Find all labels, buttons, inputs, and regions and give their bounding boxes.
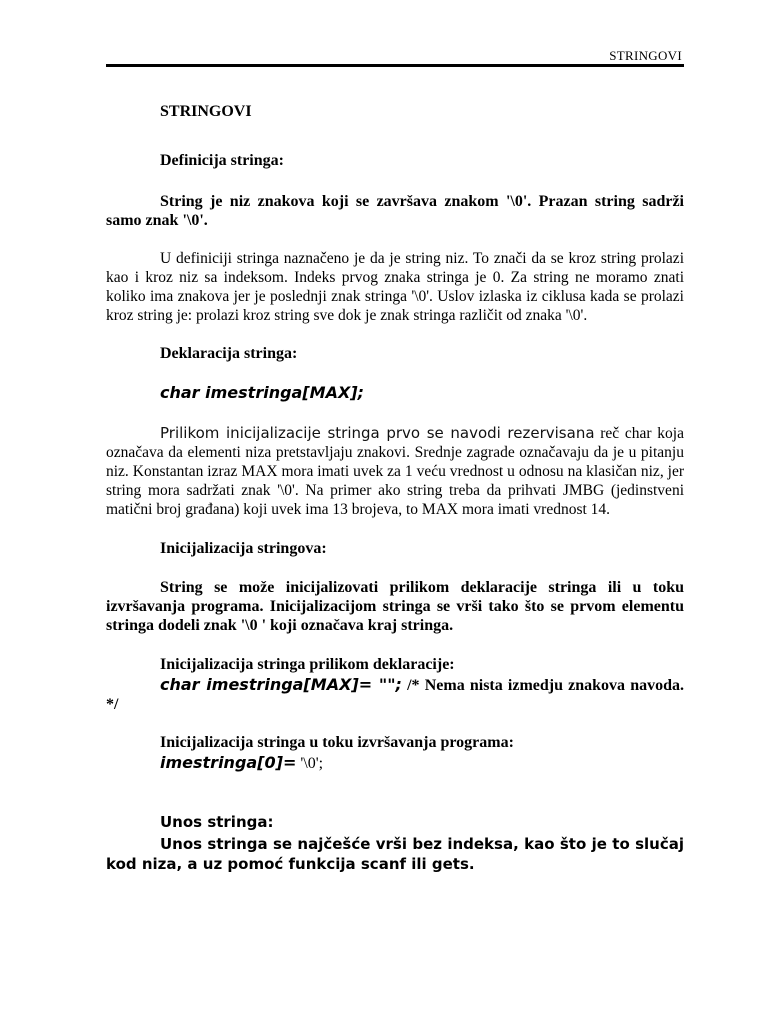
running-header-title: STRINGOVI	[609, 48, 682, 63]
inicijalizacija-heading: Inicijalizacija stringova:	[160, 540, 327, 557]
unos-heading: Unos stringa:	[160, 813, 274, 831]
deklaracija-paragraph-lead: Prilikom inicijalizacije stringa prvo se navodi rezervisana	[160, 424, 595, 442]
deklaracija-paragraph	[106, 424, 684, 519]
document-body	[106, 100, 684, 874]
init-decl-line	[106, 675, 684, 714]
init-decl-code: char imestringa[MAX]= "";	[160, 675, 402, 694]
inicijalizacija-bold-paragraph: String se može inicijalizovati prilikom deklaracije stringa ili u toku izvršavanja programa. Inicijalizacijom stringa se vrši tako što se prvom elementu stringa dodeli znak '\0 ' koji označava kraj stringa.	[106, 579, 684, 634]
init-run-value: '\0';	[296, 755, 324, 772]
definicija-paragraph: U definiciji stringa naznačeno je da je string niz. To znači da se kroz string prolazi kao i kroz niz sa indeksom. Indeks prvog znaka stringa je 0. Za string ne moramo znati koliko ima znakova jer je poslednji znak stringa '\0'. Uslov izlaska iz ciklusa kada se prolazi kroz string je: prolazi kroz string sve dok je znak stringa različit od znaka '\0'.	[106, 250, 684, 324]
deklaracija-paragraph-rest: reč char koja označava da elementi niza pretstavljaju znakovi. Srednje zagrade označavaju da je u pitanju niz. Konstantan izraz MAX mora imati uvek za 1 veću vrednost u odnosu na klasičan niz, jer string mora sadržati znak '\0'. Na primer ako string treba da prihvati JMBG (jedinstveni matični broj građana) koji uvek ima 13 brojeva, to MAX mora imati vrednost 14.	[106, 425, 684, 518]
deklaracija-code: char imestringa[MAX];	[160, 383, 364, 402]
init-decl-comment: /* Nema nista izmedju znakova navoda. */	[106, 677, 685, 713]
definicija-heading: Definicija stringa:	[160, 152, 284, 169]
init-run-line	[106, 753, 684, 773]
init-run-code: imestringa[0]=	[160, 753, 297, 772]
document-title: STRINGOVI	[160, 103, 252, 120]
init-decl-heading: Inicijalizacija stringa prilikom deklaracije:	[160, 656, 455, 673]
init-run-heading: Inicijalizacija stringa u toku izvršavanja programa:	[160, 734, 514, 751]
definicija-bold-paragraph: String je niz znakova koji se završava znakom '\0'. Prazan string sadrži samo znak '\0'.	[106, 193, 684, 229]
deklaracija-heading: Deklaracija stringa:	[160, 345, 298, 362]
header-rule	[106, 64, 684, 67]
unos-paragraph: Unos stringa se najčešće vrši bez indeksa, kao što je to slučaj kod niza, a uz pomoć funkcija scanf ili gets.	[106, 835, 684, 873]
